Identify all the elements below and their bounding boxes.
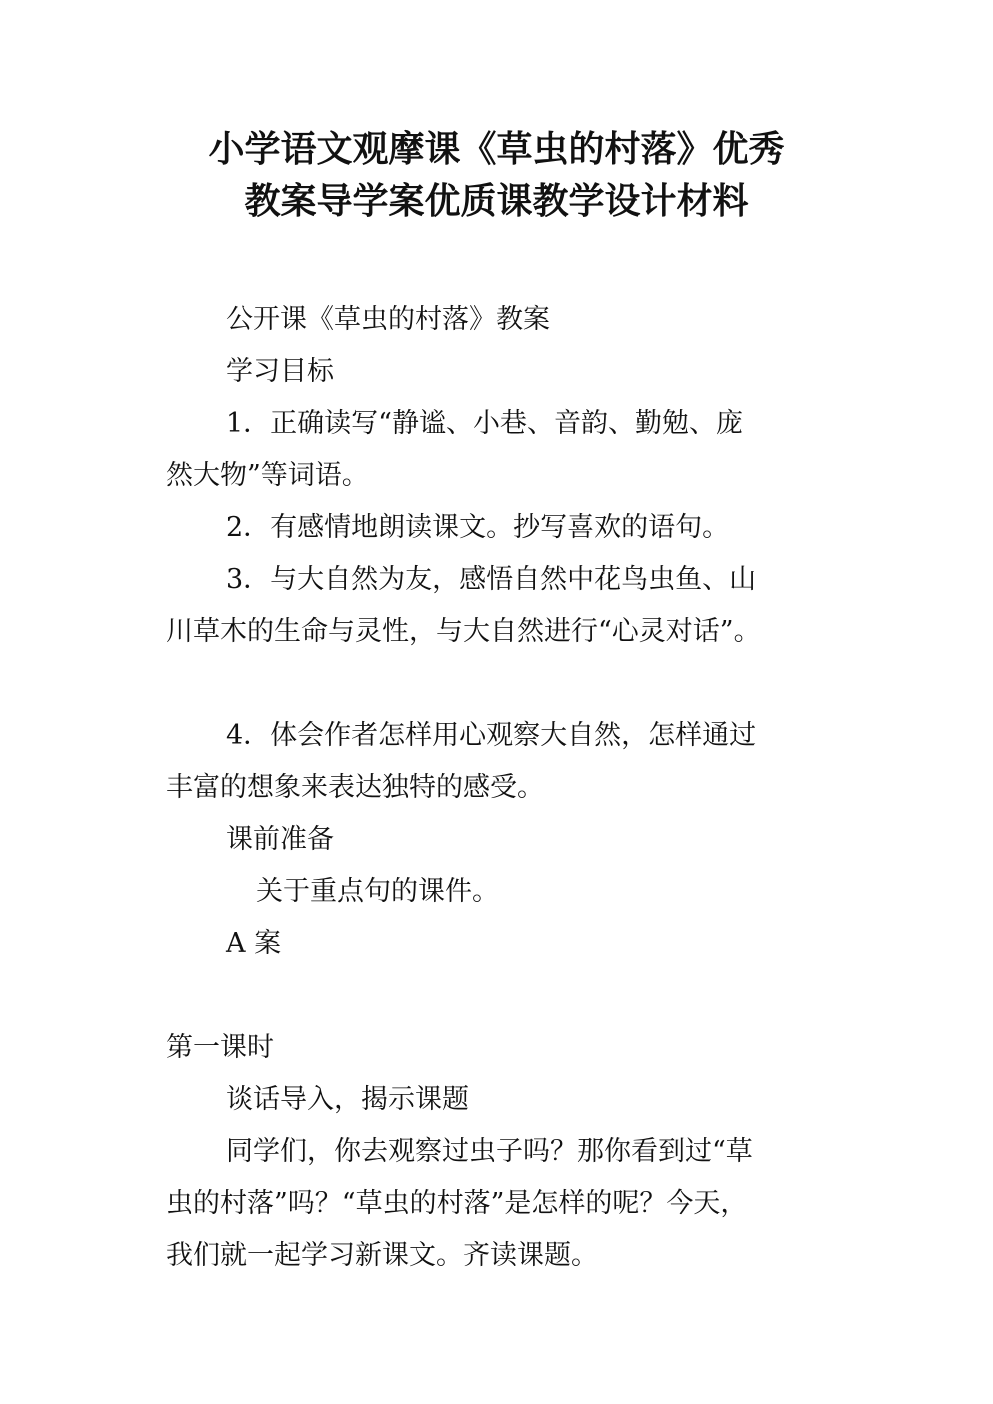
goal-3-line-1: 3．与大自然为友，感悟自然中花鸟虫鱼、山: [226, 564, 757, 595]
goal-4-line-1: 4．体会作者怎样用心观察大自然，怎样通过: [226, 720, 757, 751]
goal-1-line-2: 然大物”等词语。: [166, 460, 369, 491]
document-title-line-1: 小学语文观摩课《草虫的村落》优秀: [208, 129, 785, 170]
document-title-line-2: 教案导学案优质课教学设计材料: [244, 181, 749, 222]
goal-3-line-2: 川草木的生命与灵性，与大自然进行“心灵对话”。: [166, 616, 761, 647]
intro-line-3: 我们就一起学习新课文。齐读课题。: [166, 1240, 598, 1271]
intro-heading: 谈话导入，揭示课题: [226, 1084, 469, 1115]
goal-1-line-1: 1．正确读写“静谧、小巷、音韵、勤勉、庞: [226, 408, 743, 439]
period-1-heading: 第一课时: [166, 1032, 274, 1063]
goal-4-line-2: 丰富的想象来表达独特的感受。: [166, 772, 544, 803]
lesson-heading: 公开课《草虫的村落》教案: [226, 304, 550, 335]
goals-heading: 学习目标: [226, 356, 334, 387]
goal-2: 2．有感情地朗读课文。抄写喜欢的语句。: [226, 512, 730, 543]
plan-a-heading: A 案: [226, 928, 282, 959]
prep-heading: 课前准备: [226, 824, 334, 855]
intro-line-1: 同学们，你去观察过虫子吗？那你看到过“草: [226, 1136, 753, 1167]
intro-line-2: 虫的村落”吗？“草虫的村落”是怎样的呢？今天，: [166, 1188, 748, 1219]
prep-text: 关于重点句的课件。: [256, 876, 499, 907]
